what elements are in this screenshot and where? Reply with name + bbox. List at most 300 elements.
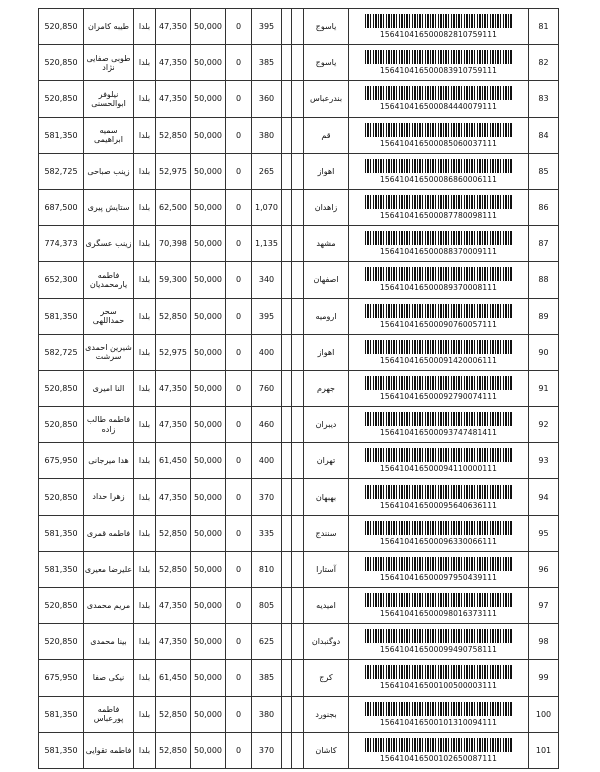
destination-city-cell: سنندج: [304, 515, 349, 551]
service-type-cell: بلدا: [134, 117, 156, 153]
insurance-cell: 50,000: [191, 226, 226, 262]
tracking-code: 156410416500090760057111: [380, 319, 497, 329]
total-cell: 652,300: [39, 262, 84, 298]
service-type-cell: بلدا: [134, 45, 156, 81]
fee-cell: 59,300: [156, 262, 191, 298]
blank-cell: [282, 479, 292, 515]
barcode-cell: [349, 515, 529, 551]
blank-cell: [292, 407, 304, 443]
fee-cell: 52,850: [156, 515, 191, 551]
tracking-code: 156410416500096330066111: [380, 536, 497, 546]
fee-cell: 47,350: [156, 45, 191, 81]
fee-cell: 47,350: [156, 9, 191, 45]
insurance-cell: 50,000: [191, 298, 226, 334]
tracking-code: 156410416500085060037111: [380, 138, 497, 148]
barcode-cell: [349, 732, 529, 768]
count-cell: 0: [226, 696, 252, 732]
recipient-name-cell: علیرضا معیری: [84, 551, 134, 587]
recipient-name-cell: نیکی صفا: [84, 660, 134, 696]
barcode-cell: [349, 189, 529, 225]
row-index-cell: 100: [529, 696, 559, 732]
barcode-cell: [349, 551, 529, 587]
tracking-code: 156410416500084440079111: [380, 102, 497, 112]
total-cell: 581,350: [39, 732, 84, 768]
tracking-code: 156410416500101310094111: [380, 717, 497, 727]
weight-cell: 385: [252, 660, 282, 696]
table-row: [39, 660, 559, 696]
barcode-graphic: [365, 86, 513, 100]
row-index-cell: 85: [529, 153, 559, 189]
barcode-graphic: [365, 14, 513, 28]
weight-cell: 395: [252, 9, 282, 45]
table-row: [39, 732, 559, 768]
recipient-name-cell: مریم محمدی: [84, 588, 134, 624]
row-index-cell: 94: [529, 479, 559, 515]
blank-cell: [282, 515, 292, 551]
blank-cell: [292, 117, 304, 153]
weight-cell: 395: [252, 298, 282, 334]
insurance-cell: 50,000: [191, 732, 226, 768]
weight-cell: 1,135: [252, 226, 282, 262]
recipient-name-cell: نیلوفر ابوالحسنی: [84, 81, 134, 117]
weight-cell: 810: [252, 551, 282, 587]
blank-cell: [292, 226, 304, 262]
weight-cell: 360: [252, 81, 282, 117]
total-cell: 687,500: [39, 189, 84, 225]
blank-cell: [292, 9, 304, 45]
weight-cell: 400: [252, 334, 282, 370]
recipient-name-cell: زینب عسگری: [84, 226, 134, 262]
insurance-cell: 50,000: [191, 479, 226, 515]
blank-cell: [282, 117, 292, 153]
count-cell: 0: [226, 189, 252, 225]
service-type-cell: بلدا: [134, 551, 156, 587]
destination-city-cell: آستارا: [304, 551, 349, 587]
destination-city-cell: تهران: [304, 443, 349, 479]
weight-cell: 760: [252, 370, 282, 406]
row-index-cell: 97: [529, 588, 559, 624]
barcode-cell: [349, 117, 529, 153]
count-cell: 0: [226, 153, 252, 189]
barcode-graphic: [365, 123, 513, 137]
blank-cell: [282, 226, 292, 262]
fee-cell: 47,350: [156, 624, 191, 660]
insurance-cell: 50,000: [191, 696, 226, 732]
barcode-graphic: [365, 702, 513, 716]
recipient-name-cell: فاطمه پورعباس: [84, 696, 134, 732]
destination-city-cell: بهبهان: [304, 479, 349, 515]
blank-cell: [282, 370, 292, 406]
destination-city-cell: یاسوج: [304, 9, 349, 45]
table-row: [39, 45, 559, 81]
weight-cell: 380: [252, 696, 282, 732]
service-type-cell: بلدا: [134, 298, 156, 334]
recipient-name-cell: فاطمه قمری: [84, 515, 134, 551]
count-cell: 0: [226, 624, 252, 660]
fee-cell: 47,350: [156, 479, 191, 515]
weight-cell: 460: [252, 407, 282, 443]
row-index-cell: 82: [529, 45, 559, 81]
barcode-cell: [349, 588, 529, 624]
count-cell: 0: [226, 588, 252, 624]
row-index-cell: 83: [529, 81, 559, 117]
insurance-cell: 50,000: [191, 262, 226, 298]
fee-cell: 47,350: [156, 407, 191, 443]
total-cell: 675,950: [39, 660, 84, 696]
blank-cell: [282, 334, 292, 370]
service-type-cell: بلدا: [134, 153, 156, 189]
barcode-cell: [349, 298, 529, 334]
count-cell: 0: [226, 479, 252, 515]
tracking-code: 156410416500102650087111: [380, 753, 497, 763]
blank-cell: [292, 660, 304, 696]
barcode-cell: [349, 45, 529, 81]
fee-cell: 52,975: [156, 153, 191, 189]
table-row: [39, 479, 559, 515]
table-row: [39, 298, 559, 334]
destination-city-cell: مشهد: [304, 226, 349, 262]
insurance-cell: 50,000: [191, 153, 226, 189]
fee-cell: 52,850: [156, 551, 191, 587]
recipient-name-cell: سحر حمداللهی: [84, 298, 134, 334]
recipient-name-cell: زینب صباحی: [84, 153, 134, 189]
table-body: [39, 9, 559, 769]
destination-city-cell: جهرم: [304, 370, 349, 406]
service-type-cell: بلدا: [134, 660, 156, 696]
barcode-graphic: [365, 412, 513, 426]
barcode-cell: [349, 153, 529, 189]
total-cell: 675,950: [39, 443, 84, 479]
barcode-graphic: [365, 267, 513, 281]
fee-cell: 70,398: [156, 226, 191, 262]
row-index-cell: 96: [529, 551, 559, 587]
destination-city-cell: دیبران: [304, 407, 349, 443]
fee-cell: 52,850: [156, 298, 191, 334]
recipient-name-cell: فاطمه طالب زاده: [84, 407, 134, 443]
total-cell: 520,850: [39, 81, 84, 117]
tracking-code: 156410416500083910759111: [380, 66, 497, 76]
recipient-name-cell: فاطمه یارمحمدیان: [84, 262, 134, 298]
barcode-cell: [349, 407, 529, 443]
service-type-cell: بلدا: [134, 624, 156, 660]
recipient-name-cell: طیبه کامران: [84, 9, 134, 45]
count-cell: 0: [226, 226, 252, 262]
barcode-graphic: [365, 557, 513, 571]
destination-city-cell: کاشان: [304, 732, 349, 768]
total-cell: 520,850: [39, 407, 84, 443]
total-cell: 520,850: [39, 370, 84, 406]
service-type-cell: بلدا: [134, 189, 156, 225]
table-row: [39, 515, 559, 551]
total-cell: 581,350: [39, 117, 84, 153]
total-cell: 774,373: [39, 226, 84, 262]
blank-cell: [292, 624, 304, 660]
count-cell: 0: [226, 45, 252, 81]
total-cell: 581,350: [39, 298, 84, 334]
blank-cell: [282, 624, 292, 660]
service-type-cell: بلدا: [134, 226, 156, 262]
service-type-cell: بلدا: [134, 9, 156, 45]
tracking-code: 156410416500082810759111: [380, 30, 497, 40]
barcode-graphic: [365, 304, 513, 318]
tracking-code: 156410416500091420006111: [380, 355, 497, 365]
weight-cell: 1,070: [252, 189, 282, 225]
destination-city-cell: بجنورد: [304, 696, 349, 732]
count-cell: 0: [226, 262, 252, 298]
blank-cell: [292, 81, 304, 117]
insurance-cell: 50,000: [191, 81, 226, 117]
insurance-cell: 50,000: [191, 443, 226, 479]
insurance-cell: 50,000: [191, 515, 226, 551]
table-row: [39, 153, 559, 189]
recipient-name-cell: زهرا حداد: [84, 479, 134, 515]
barcode-graphic: [365, 665, 513, 679]
blank-cell: [292, 732, 304, 768]
destination-city-cell: زاهدان: [304, 189, 349, 225]
barcode-graphic: [365, 231, 513, 245]
blank-cell: [292, 515, 304, 551]
destination-city-cell: ارومیه: [304, 298, 349, 334]
service-type-cell: بلدا: [134, 479, 156, 515]
destination-city-cell: اهواز: [304, 334, 349, 370]
row-index-cell: 92: [529, 407, 559, 443]
row-index-cell: 99: [529, 660, 559, 696]
blank-cell: [292, 334, 304, 370]
row-index-cell: 93: [529, 443, 559, 479]
blank-cell: [282, 443, 292, 479]
row-index-cell: 81: [529, 9, 559, 45]
service-type-cell: بلدا: [134, 696, 156, 732]
table-row: [39, 443, 559, 479]
recipient-name-cell: فاطمه تقوایی: [84, 732, 134, 768]
service-type-cell: بلدا: [134, 81, 156, 117]
blank-cell: [282, 81, 292, 117]
service-type-cell: بلدا: [134, 732, 156, 768]
blank-cell: [282, 407, 292, 443]
count-cell: 0: [226, 551, 252, 587]
barcode-cell: [349, 81, 529, 117]
weight-cell: 385: [252, 45, 282, 81]
tracking-code: 156410416500087780098111: [380, 211, 497, 221]
table-row: [39, 588, 559, 624]
barcode-graphic: [365, 340, 513, 354]
destination-city-cell: قم: [304, 117, 349, 153]
insurance-cell: 50,000: [191, 551, 226, 587]
table-row: [39, 9, 559, 45]
insurance-cell: 50,000: [191, 660, 226, 696]
barcode-graphic: [365, 738, 513, 752]
table-row: [39, 189, 559, 225]
blank-cell: [282, 732, 292, 768]
total-cell: 520,850: [39, 9, 84, 45]
blank-cell: [292, 45, 304, 81]
count-cell: 0: [226, 81, 252, 117]
insurance-cell: 50,000: [191, 370, 226, 406]
total-cell: 520,850: [39, 479, 84, 515]
blank-cell: [292, 551, 304, 587]
blank-cell: [292, 479, 304, 515]
insurance-cell: 50,000: [191, 45, 226, 81]
table-row: [39, 624, 559, 660]
barcode-cell: [349, 479, 529, 515]
barcode-graphic: [365, 485, 513, 499]
row-index-cell: 86: [529, 189, 559, 225]
count-cell: 0: [226, 117, 252, 153]
barcode-cell: [349, 226, 529, 262]
count-cell: 0: [226, 515, 252, 551]
barcode-cell: [349, 334, 529, 370]
table-row: [39, 226, 559, 262]
blank-cell: [282, 551, 292, 587]
weight-cell: 625: [252, 624, 282, 660]
row-index-cell: 98: [529, 624, 559, 660]
barcode-graphic: [365, 376, 513, 390]
row-index-cell: 89: [529, 298, 559, 334]
weight-cell: 265: [252, 153, 282, 189]
blank-cell: [282, 588, 292, 624]
table-row: [39, 696, 559, 732]
tracking-code: 156410416500086860006111: [380, 174, 497, 184]
tracking-code: 156410416500088370009111: [380, 247, 497, 257]
destination-city-cell: کرج: [304, 660, 349, 696]
service-type-cell: بلدا: [134, 588, 156, 624]
row-index-cell: 87: [529, 226, 559, 262]
row-index-cell: 90: [529, 334, 559, 370]
weight-cell: 335: [252, 515, 282, 551]
blank-cell: [292, 443, 304, 479]
weight-cell: 370: [252, 732, 282, 768]
weight-cell: 400: [252, 443, 282, 479]
table-row: [39, 334, 559, 370]
count-cell: 0: [226, 660, 252, 696]
blank-cell: [282, 189, 292, 225]
total-cell: 581,350: [39, 696, 84, 732]
fee-cell: 61,450: [156, 660, 191, 696]
destination-city-cell: دوگنبدان: [304, 624, 349, 660]
tracking-code: 156410416500100500003111: [380, 681, 497, 691]
blank-cell: [282, 298, 292, 334]
fee-cell: 47,350: [156, 588, 191, 624]
barcode-cell: [349, 624, 529, 660]
recipient-name-cell: النا امیری: [84, 370, 134, 406]
insurance-cell: 50,000: [191, 624, 226, 660]
row-index-cell: 84: [529, 117, 559, 153]
recipient-name-cell: سمیه ابراهیمی: [84, 117, 134, 153]
insurance-cell: 50,000: [191, 189, 226, 225]
insurance-cell: 50,000: [191, 588, 226, 624]
fee-cell: 52,850: [156, 117, 191, 153]
barcode-graphic: [365, 448, 513, 462]
blank-cell: [292, 153, 304, 189]
destination-city-cell: بندرعباس: [304, 81, 349, 117]
fee-cell: 61,450: [156, 443, 191, 479]
row-index-cell: 101: [529, 732, 559, 768]
count-cell: 0: [226, 334, 252, 370]
count-cell: 0: [226, 732, 252, 768]
count-cell: 0: [226, 298, 252, 334]
total-cell: 520,850: [39, 588, 84, 624]
table-row: [39, 407, 559, 443]
blank-cell: [282, 696, 292, 732]
destination-city-cell: اصفهان: [304, 262, 349, 298]
total-cell: 520,850: [39, 45, 84, 81]
blank-cell: [292, 189, 304, 225]
destination-city-cell: اهواز: [304, 153, 349, 189]
tracking-code: 156410416500098016373111: [380, 609, 497, 619]
barcode-cell: [349, 696, 529, 732]
destination-city-cell: امیدیه: [304, 588, 349, 624]
barcode-graphic: [365, 629, 513, 643]
tracking-code: 156410416500097950439111: [380, 572, 497, 582]
recipient-name-cell: طوبی صفایی نژاد: [84, 45, 134, 81]
blank-cell: [292, 298, 304, 334]
barcode-cell: [349, 262, 529, 298]
service-type-cell: بلدا: [134, 443, 156, 479]
insurance-cell: 50,000: [191, 334, 226, 370]
count-cell: 0: [226, 9, 252, 45]
barcode-graphic: [365, 593, 513, 607]
barcode-cell: [349, 660, 529, 696]
total-cell: 520,850: [39, 624, 84, 660]
total-cell: 582,725: [39, 334, 84, 370]
tracking-code: 156410416500095640636111: [380, 500, 497, 510]
barcode-graphic: [365, 521, 513, 535]
barcode-graphic: [365, 195, 513, 209]
barcode-graphic: [365, 159, 513, 173]
blank-cell: [282, 153, 292, 189]
row-index-cell: 91: [529, 370, 559, 406]
fee-cell: 47,350: [156, 81, 191, 117]
count-cell: 0: [226, 407, 252, 443]
destination-city-cell: یاسوج: [304, 45, 349, 81]
tracking-code: 156410416500094110000111: [380, 464, 497, 474]
blank-cell: [292, 370, 304, 406]
insurance-cell: 50,000: [191, 9, 226, 45]
service-type-cell: بلدا: [134, 262, 156, 298]
weight-cell: 340: [252, 262, 282, 298]
barcode-graphic: [365, 50, 513, 64]
blank-cell: [292, 696, 304, 732]
insurance-cell: 50,000: [191, 407, 226, 443]
blank-cell: [292, 262, 304, 298]
service-type-cell: بلدا: [134, 334, 156, 370]
barcode-cell: [349, 9, 529, 45]
service-type-cell: بلدا: [134, 515, 156, 551]
insurance-cell: 50,000: [191, 117, 226, 153]
weight-cell: 370: [252, 479, 282, 515]
table-row: [39, 117, 559, 153]
recipient-name-cell: هدا میرجانی: [84, 443, 134, 479]
table-row: [39, 81, 559, 117]
blank-cell: [282, 9, 292, 45]
table-row: [39, 551, 559, 587]
fee-cell: 52,975: [156, 334, 191, 370]
recipient-name-cell: ستایش پیری: [84, 189, 134, 225]
blank-cell: [292, 588, 304, 624]
barcode-cell: [349, 370, 529, 406]
fee-cell: 52,850: [156, 732, 191, 768]
count-cell: 0: [226, 443, 252, 479]
service-type-cell: بلدا: [134, 370, 156, 406]
tracking-code: 156410416500099490758111: [380, 645, 497, 655]
total-cell: 582,725: [39, 153, 84, 189]
recipient-name-cell: شیرین احمدی سرشت: [84, 334, 134, 370]
count-cell: 0: [226, 370, 252, 406]
fee-cell: 47,350: [156, 370, 191, 406]
fee-cell: 62,500: [156, 189, 191, 225]
row-index-cell: 88: [529, 262, 559, 298]
fee-cell: 52,850: [156, 696, 191, 732]
